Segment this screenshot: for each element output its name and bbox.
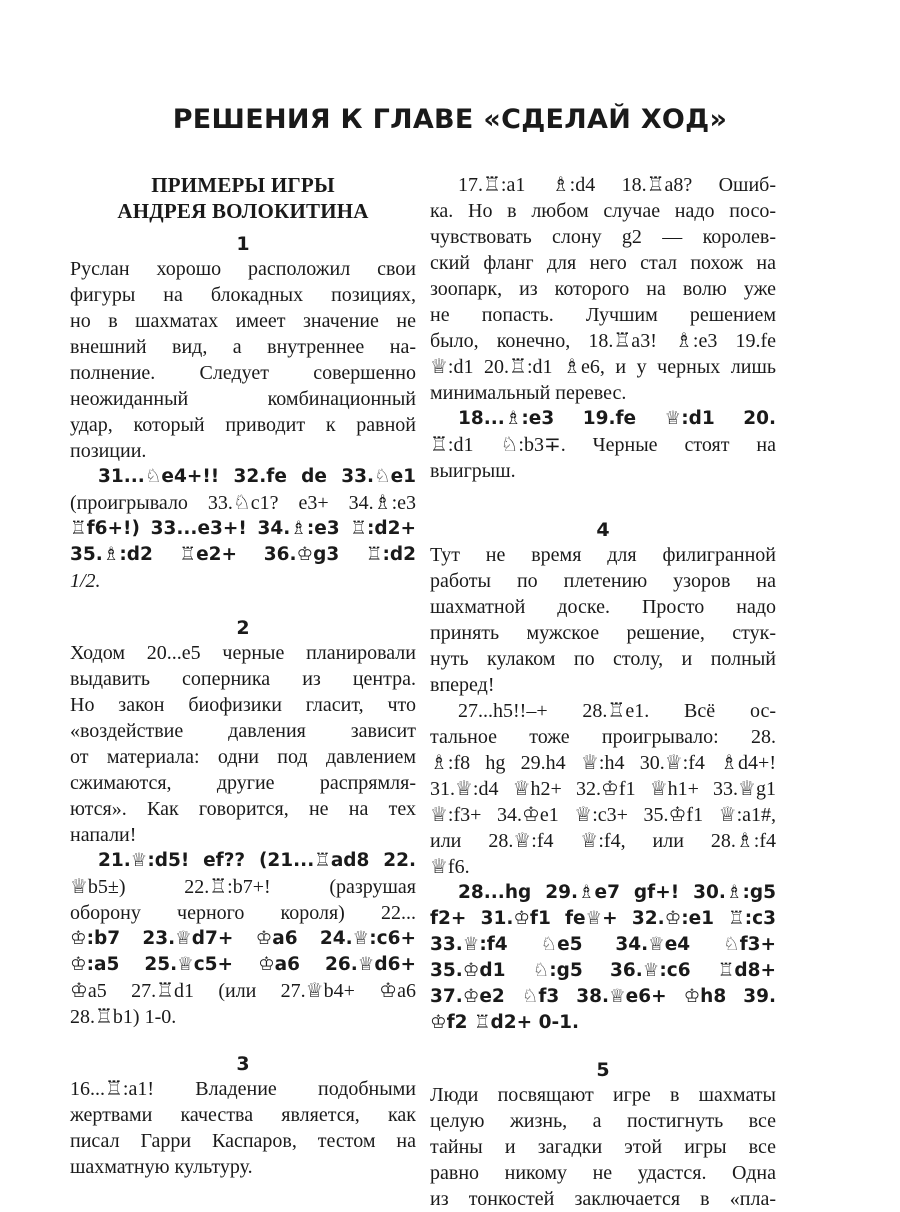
move-line: 31.♕:d4 ♕h2+ 32.♔f1 ♕h1+ 33.♕g1 [430, 778, 776, 800]
move-line: ♖f6+!) 33...e3+! 34.♗:e3 ♖:d2+ [70, 518, 416, 539]
move-line: ♔:a5 25.♕c5+ ♔a6 26.♕d6+ [70, 954, 416, 975]
paragraph-line: ♕:d1 20.♖:d1 ♗e6, и у черных лишь [430, 356, 776, 378]
paragraph-line: но в шахматах имеет значение не [70, 310, 416, 332]
move-line: 28...hg 29.♗e7 gf+! 30.♗:g5 [458, 882, 776, 903]
move-line: 27...h5!!–+ 28.♖e1. Всё ос- [458, 700, 776, 722]
move-line: 33.♕:f4 ♘e5 34.♕e4 ♘f3+ [430, 934, 776, 955]
paragraph-line: работы по плетению узоров на [430, 570, 776, 592]
move-line: 31...♘e4+!! 32.fe de 33.♘e1 [98, 466, 416, 487]
section-heading-line-1: ПРИМЕРЫ ИГРЫ [151, 173, 335, 197]
move-line: ♔:b7 23.♕d7+ ♔a6 24.♕:c6+ [70, 928, 416, 949]
paragraph-line: 16...♖:a1! Владение подобными [70, 1078, 416, 1100]
paragraph-line: из тонкостей заключается в «пла- [430, 1188, 776, 1210]
paragraph-line: от материала: одни под давлением [70, 746, 416, 768]
paragraph-line: минимальный перевес. [430, 382, 627, 404]
solution-number-3: 3 [236, 1053, 250, 1075]
move-line: 28.♖b1) 1-0. [70, 1006, 177, 1028]
paragraph-line: неожиданный комбинационный [70, 388, 416, 410]
paragraph-line: нуть кулаком по столу, и полный [430, 648, 776, 670]
paragraph-line: шахматную культуру. [70, 1156, 253, 1178]
paragraph-line: ются». Как говорится, не на тех [70, 798, 416, 820]
paragraph-line: ка. Но в любом случае надо посо- [430, 200, 776, 222]
paragraph-line: Люди посвящают игре в шахматы [430, 1084, 776, 1106]
paragraph-line: было, конечно, 18.♖a3! ♗:e3 19.fe [430, 330, 776, 352]
move-line: 35.♔d1 ♘:g5 36.♕:c6 ♖d8+ [430, 960, 776, 981]
solution-number-1: 1 [236, 233, 250, 255]
move-line: f2+ 31.♔f1 fe♕+ 32.♔:e1 ♖:c3 [430, 908, 776, 929]
move-line: (проигрывало 33.♘c1? e3+ 34.♗:e3 [70, 492, 416, 514]
move-line: ♕:f3+ 34.♔e1 ♕:c3+ 35.♔f1 ♕:a1#, [430, 804, 776, 826]
paragraph-line: выигрыш. [430, 460, 516, 482]
move-line: ♗:f8 hg 29.h4 ♕:h4 30.♕:f4 ♗d4+! [430, 752, 776, 774]
paragraph-line: равно никому не удастся. Одна [430, 1162, 776, 1184]
right-column [430, 172, 776, 1212]
paragraph-line: Руслан хорошо расположил свои [70, 258, 416, 280]
move-line: ♔a5 27.♖d1 (или 27.♕b4+ ♔a6 [70, 980, 416, 1002]
paragraph-line: позиции. [70, 440, 147, 462]
paragraph-line: писал Гарри Каспаров, тестом на [70, 1130, 416, 1152]
move-line: ♕f6. [430, 856, 470, 878]
paragraph-line: ский фланг для него стал похож на [430, 252, 776, 274]
paragraph-line: напали! [70, 824, 137, 846]
paragraph-line: Но закон биофизики гласит, что [70, 694, 416, 716]
solution-number-2: 2 [236, 617, 250, 639]
paragraph-line: зоопарк, из которого на волю уже [430, 278, 776, 300]
paragraph-line: Тут не время для филигранной [430, 544, 776, 566]
move-line: 18...♗:e3 19.fe ♕:d1 20. [458, 408, 776, 429]
paragraph-line: жертвами качества является, как [70, 1104, 416, 1126]
solution-number-4: 4 [596, 519, 610, 541]
move-line: ♔f2 ♖d2+ 0-1. [430, 1012, 580, 1033]
paragraph-line: выдавить соперника из центра. [70, 668, 416, 690]
move-line: ♖:d1 ♘:b3∓. Черные стоят на [430, 434, 776, 456]
paragraph-line: шахматной доске. Просто надо [430, 596, 776, 618]
page-title: РЕШЕНИЯ К ГЛАВЕ «СДЕЛАЙ ХОД» [172, 104, 728, 135]
move-line: 17.♖:a1 ♗:d4 18.♖a8? Ошиб- [458, 174, 776, 196]
paragraph-line: Ходом 20...е5 черные планировали [70, 642, 416, 664]
move-line: 37.♔e2 ♘f3 38.♕e6+ ♔h8 39. [430, 986, 776, 1007]
paragraph-line: внешний вид, а внутреннее на- [70, 336, 416, 358]
paragraph-line: чувствовать слону g2 — королев- [430, 226, 776, 248]
paragraph-line: фигуры на блокадных позициях, [70, 284, 416, 306]
move-line: 21.♕:d5! ef?? (21...♖ad8 22. [98, 850, 416, 871]
paragraph-line: полнение. Следует совершенно [70, 362, 416, 384]
section-heading-line-2: АНДРЕЯ ВОЛОКИТИНА [117, 199, 369, 223]
move-line: 35.♗:d2 ♖e2+ 36.♔g3 ♖:d2 [70, 544, 416, 565]
paragraph-line: вперед! [430, 674, 495, 696]
paragraph-line: сжимаются, другие распрямля- [70, 772, 416, 794]
paragraph-line: «воздействие давления зависит [70, 720, 416, 742]
paragraph-line: не попасть. Лучшим решением [430, 304, 776, 326]
game-result: 1/2. [70, 570, 101, 592]
move-line: оборону черного короля) 22... [70, 902, 416, 924]
paragraph-line: тайны и загадки этой игры все [430, 1136, 776, 1158]
move-line: ♕b5±) 22.♖:b7+! (разрушая [70, 876, 416, 898]
move-line: тальное тоже проигрывало: 28. [430, 726, 776, 748]
left-column [70, 172, 416, 1180]
paragraph-line: целую жизнь, а постигнуть все [430, 1110, 776, 1132]
paragraph-line: принять мужское решение, стук- [430, 622, 776, 644]
solution-number-5: 5 [596, 1059, 610, 1081]
paragraph-line: удар, который приводит к равной [70, 414, 416, 436]
move-line: или 28.♕:f4 ♕:f4, или 28.♗:f4 [430, 830, 776, 852]
